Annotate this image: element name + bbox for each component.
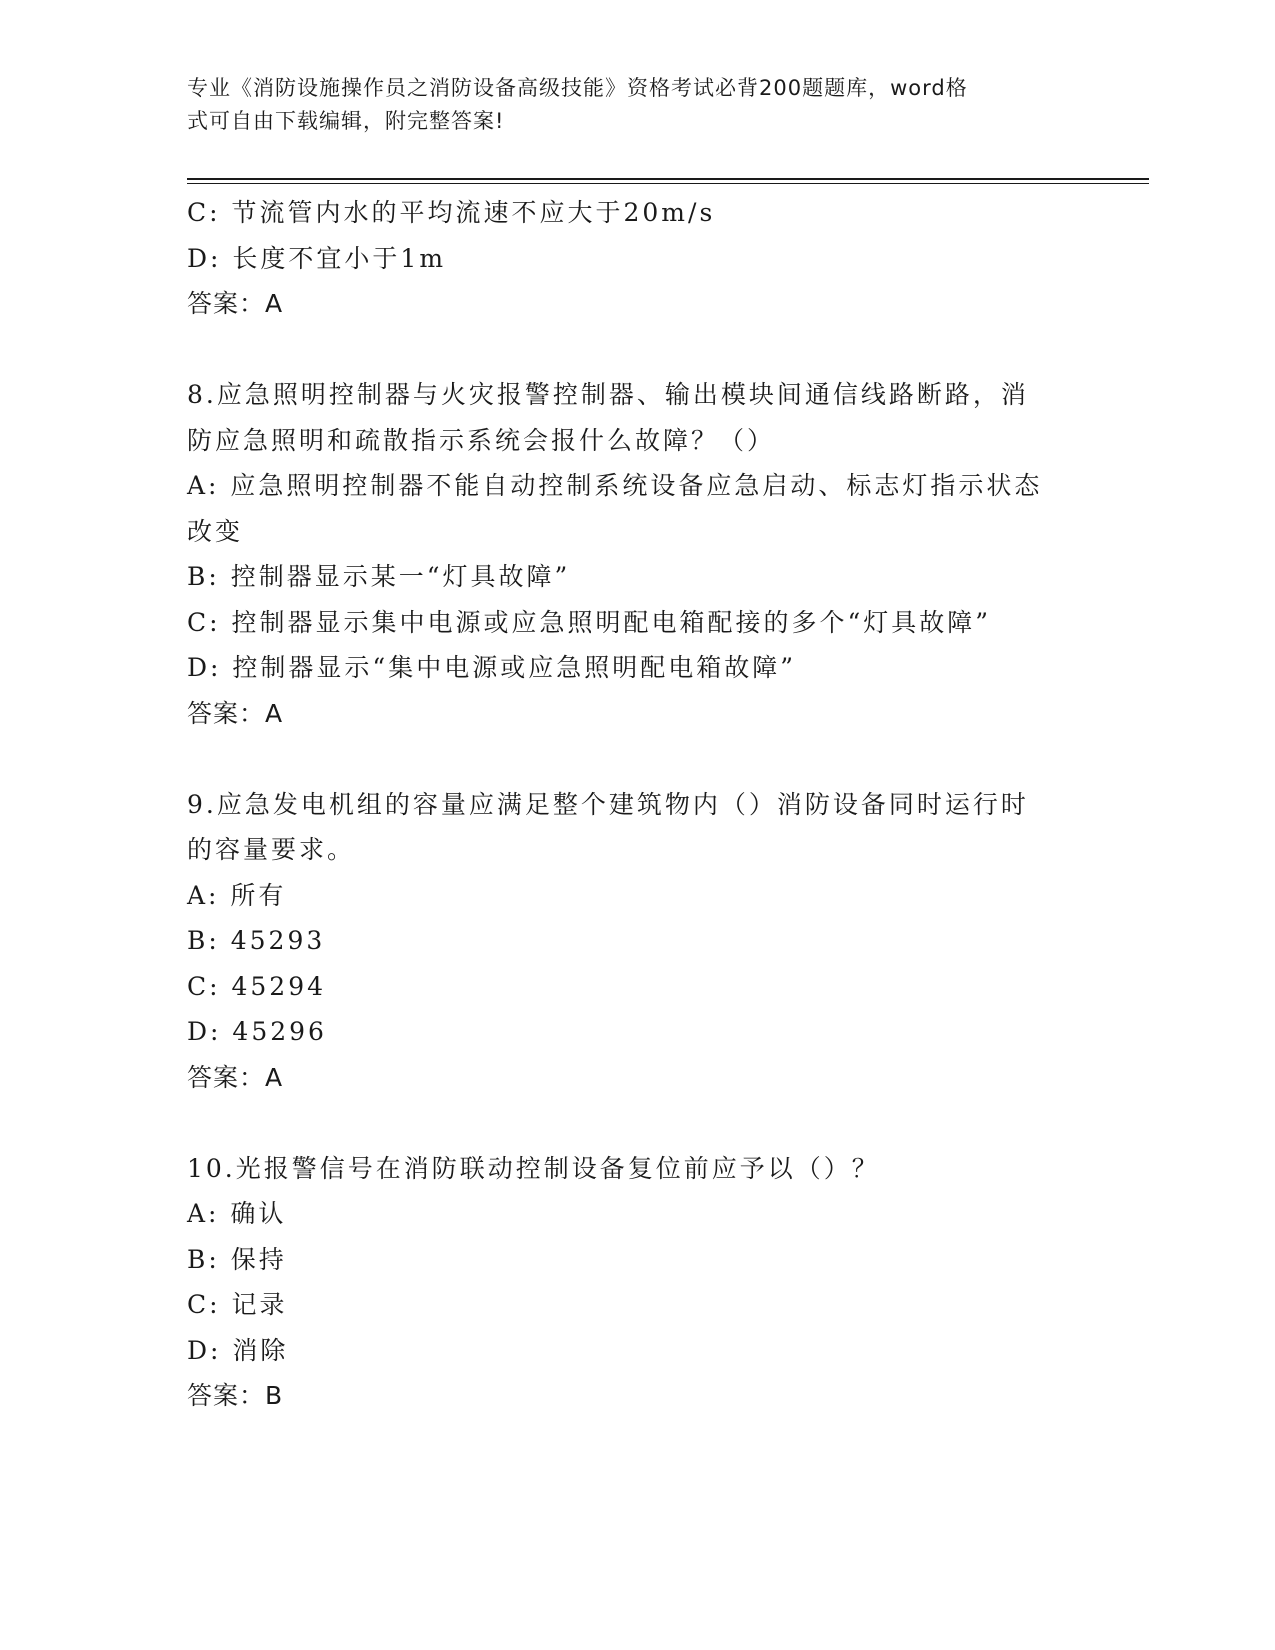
question-10 [187,1146,1087,1419]
header-line-2: 式可自由下载编辑，附完整答案! [187,109,505,133]
question-8-text-line-1: 8.应急照明控制器与火灾报警控制器、输出模块间通信线路断路，消 [187,380,1029,409]
question-9-text-line-1: 9.应急发电机组的容量应满足整个建筑物内（）消防设备同时运行时 [187,789,1029,819]
question-9-option-c: C: 45294 [187,971,327,1001]
document-body [187,190,1087,1419]
question-7-answer: 答案：A [187,289,284,318]
question-8-text-line-2: 防应急照明和疏散指示系统会报什么故障？（） [187,425,776,455]
question-10-option-b: B: 保持 [187,1244,287,1274]
question-7-option-d: D: 长度不宜小于1m [187,243,447,273]
question-9-option-a: A: 所有 [187,880,287,910]
question-8-option-a-line-2: 改变 [187,516,244,546]
question-10-text: 10.光报警信号在消防联动控制设备复位前应予以（）？ [187,1153,880,1183]
question-8-option-b: B: 控制器显示某一“灯具故障” [187,562,571,591]
question-9-option-d: D: 45296 [187,1017,327,1046]
question-10-option-c: C: 记录 [187,1290,288,1319]
question-8 [187,372,1087,736]
header-divider-thin [187,183,1149,184]
question-9-answer: 答案：A [187,1062,284,1092]
question-10-option-d: D: 消除 [187,1335,289,1365]
header-line-1: 专业《消防设施操作员之消防设备高级技能》资格考试必背200题题库，word格 [187,76,968,100]
question-8-option-a-line-1: A: 应急照明控制器不能自动控制系统设备应急启动、标志灯指示状态 [187,471,1043,500]
question-8-option-c: C: 控制器显示集中电源或应急照明配电箱配接的多个“灯具故障” [187,607,992,637]
question-9-text-line-2: 的容量要求。 [187,835,356,864]
spacer [187,327,1087,373]
question-8-option-d: D: 控制器显示“集中电源或应急照明配电箱故障” [187,653,796,682]
question-9-option-b: B: 45293 [187,926,326,955]
document-header [187,72,1067,138]
question-10-option-a: A: 确认 [187,1199,287,1228]
header-divider-thick [187,178,1149,180]
question-7-partial [187,190,1087,327]
question-7-option-c: C: 节流管内水的平均流速不应大于20m/s [187,198,716,227]
spacer [187,736,1087,782]
spacer [187,1100,1087,1146]
question-10-answer: 答案：B [187,1381,284,1410]
question-8-answer: 答案：A [187,698,284,728]
question-9 [187,782,1087,1101]
